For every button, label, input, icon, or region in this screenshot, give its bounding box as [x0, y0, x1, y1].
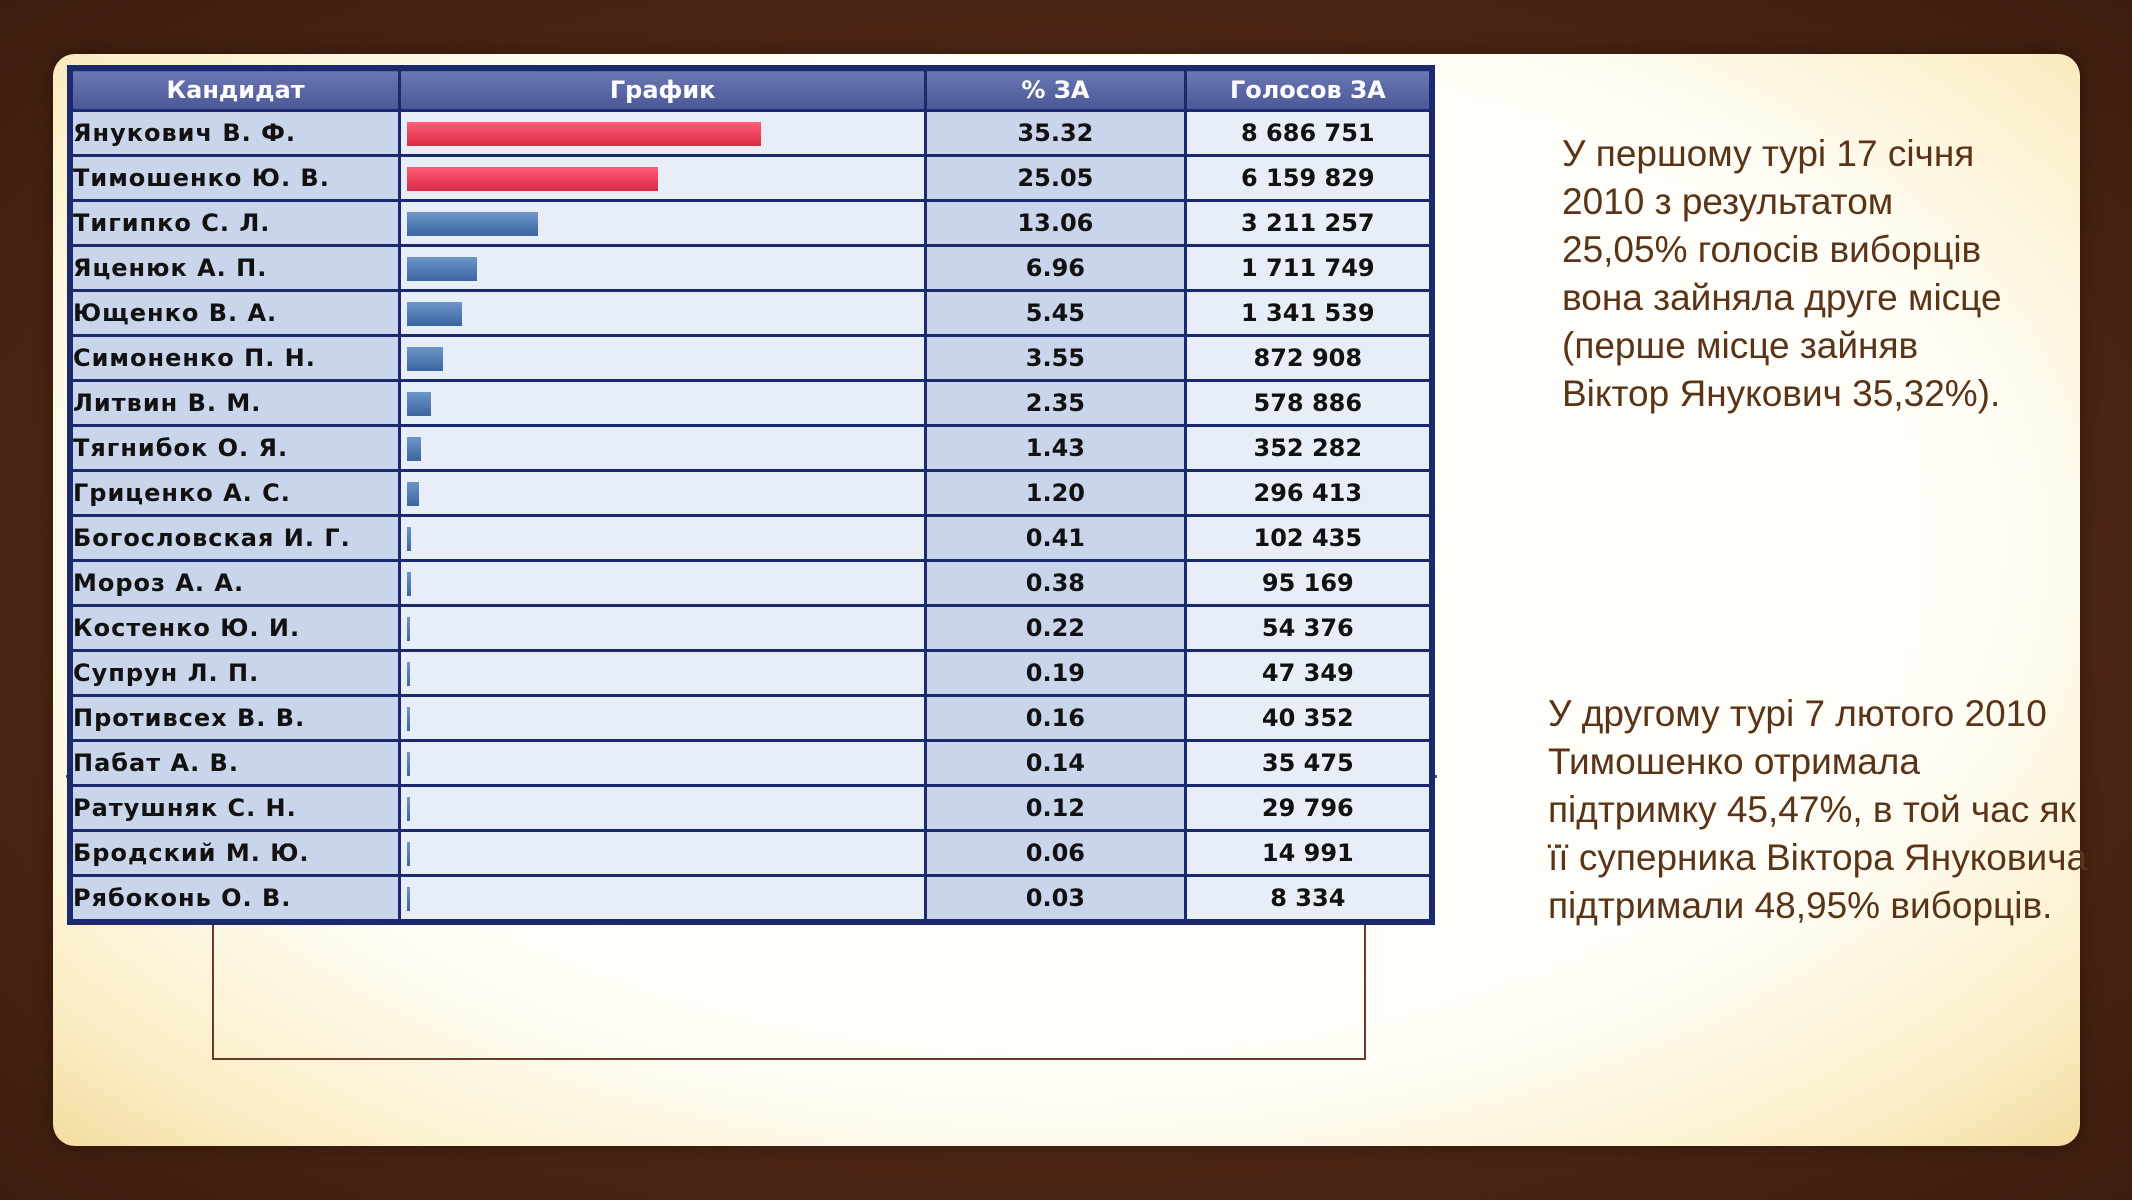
header-percent: % ЗА [926, 70, 1185, 111]
votes-value: 578 886 [1185, 381, 1430, 426]
candidate-name: Бродский М. Ю. [72, 831, 400, 876]
votes-value: 40 352 [1185, 696, 1430, 741]
percent-value: 6.96 [926, 246, 1185, 291]
table-row [72, 156, 1431, 201]
vote-share-bar [407, 122, 761, 146]
candidate-name: Пабат А. В. [72, 741, 400, 786]
candidate-name: Яценюк А. П. [72, 246, 400, 291]
vote-share-bar [407, 392, 431, 416]
marker-dot-left [66, 775, 69, 778]
candidate-name: Тигипко С. Л. [72, 201, 400, 246]
second-round-note: У другому турі 7 лютого 2010 Тимошенко отримала підтримку 45,47%, в той час як її суперника Віктора Януковича підтримали 48,95% виборців. [1548, 693, 2088, 926]
vote-share-bar [407, 347, 443, 371]
percent-value: 0.03 [926, 876, 1185, 921]
percent-value: 0.19 [926, 651, 1185, 696]
vote-share-bar [407, 302, 462, 326]
table-row [72, 561, 1431, 606]
table-row [72, 201, 1431, 246]
graph-cell [400, 381, 926, 426]
percent-value: 13.06 [926, 201, 1185, 246]
candidate-name: Супрун Л. П. [72, 651, 400, 696]
graph-cell [400, 426, 926, 471]
votes-value: 1 711 749 [1185, 246, 1430, 291]
graph-cell [400, 156, 926, 201]
votes-value: 6 159 829 [1185, 156, 1430, 201]
candidate-name: Рябоконь О. В. [72, 876, 400, 921]
graph-cell [400, 201, 926, 246]
percent-value: 0.22 [926, 606, 1185, 651]
graph-cell [400, 741, 926, 786]
vote-share-bar [407, 257, 477, 281]
percent-value: 0.41 [926, 516, 1185, 561]
table-row [72, 291, 1431, 336]
candidate-name: Костенко Ю. И. [72, 606, 400, 651]
table-row [72, 516, 1431, 561]
table-row [72, 246, 1431, 291]
vote-share-bar [407, 707, 410, 731]
table-header-row [72, 70, 1431, 111]
graph-cell [400, 876, 926, 921]
table-row [72, 111, 1431, 156]
header-graph: График [400, 70, 926, 111]
vote-share-bar [407, 752, 410, 776]
vote-share-bar [407, 167, 658, 191]
candidate-name: Богословская И. Г. [72, 516, 400, 561]
votes-value: 3 211 257 [1185, 201, 1430, 246]
vote-share-bar [407, 482, 419, 506]
graph-cell [400, 111, 926, 156]
vote-share-bar [407, 617, 410, 641]
percent-value: 0.06 [926, 831, 1185, 876]
votes-value: 95 169 [1185, 561, 1430, 606]
votes-value: 47 349 [1185, 651, 1430, 696]
table-row [72, 876, 1431, 921]
votes-value: 54 376 [1185, 606, 1430, 651]
table-row [72, 381, 1431, 426]
graph-cell [400, 606, 926, 651]
election-results-table [70, 68, 1432, 922]
votes-value: 29 796 [1185, 786, 1430, 831]
table-row [72, 471, 1431, 516]
vote-share-bar [407, 212, 538, 236]
candidate-name: Противсех В. В. [72, 696, 400, 741]
table-row [72, 336, 1431, 381]
percent-value: 3.55 [926, 336, 1185, 381]
table-row [72, 741, 1431, 786]
votes-value: 352 282 [1185, 426, 1430, 471]
graph-cell [400, 651, 926, 696]
votes-value: 35 475 [1185, 741, 1430, 786]
vote-share-bar [407, 842, 410, 866]
percent-value: 1.20 [926, 471, 1185, 516]
table-row [72, 651, 1431, 696]
vote-share-bar [407, 797, 410, 821]
votes-value: 296 413 [1185, 471, 1430, 516]
empty-frame [212, 900, 1366, 1060]
candidate-name: Гриценко А. С. [72, 471, 400, 516]
votes-value: 8 334 [1185, 876, 1430, 921]
candidate-name: Тягнибок О. Я. [72, 426, 400, 471]
graph-cell [400, 336, 926, 381]
percent-value: 0.16 [926, 696, 1185, 741]
candidate-name: Мороз А. А. [72, 561, 400, 606]
votes-value: 1 341 539 [1185, 291, 1430, 336]
vote-share-bar [407, 437, 421, 461]
candidate-name: Литвин В. М. [72, 381, 400, 426]
graph-cell [400, 471, 926, 516]
graph-cell [400, 831, 926, 876]
graph-cell [400, 246, 926, 291]
percent-value: 0.38 [926, 561, 1185, 606]
percent-value: 0.12 [926, 786, 1185, 831]
votes-value: 14 991 [1185, 831, 1430, 876]
percent-value: 35.32 [926, 111, 1185, 156]
candidate-name: Симоненко П. Н. [72, 336, 400, 381]
percent-value: 25.05 [926, 156, 1185, 201]
vote-share-bar [407, 527, 411, 551]
graph-cell [400, 786, 926, 831]
graph-cell [400, 561, 926, 606]
marker-dot-right [1434, 775, 1437, 778]
votes-value: 8 686 751 [1185, 111, 1430, 156]
graph-cell [400, 291, 926, 336]
percent-value: 1.43 [926, 426, 1185, 471]
vote-share-bar [407, 887, 410, 911]
votes-value: 872 908 [1185, 336, 1430, 381]
votes-value: 102 435 [1185, 516, 1430, 561]
candidate-name: Тимошенко Ю. В. [72, 156, 400, 201]
table-row [72, 696, 1431, 741]
table-row [72, 786, 1431, 831]
graph-cell [400, 516, 926, 561]
first-round-note: У першому турі 17 січня 2010 з результатом 25,05% голосів виборців вона зайняла друге місце (перше місце зайняв Віктор Янукович 35,32%). [1562, 133, 2002, 414]
percent-value: 0.14 [926, 741, 1185, 786]
table-row [72, 831, 1431, 876]
header-candidate: Кандидат [72, 70, 400, 111]
header-votes: Голосов ЗА [1185, 70, 1430, 111]
table-row [72, 426, 1431, 471]
percent-value: 5.45 [926, 291, 1185, 336]
candidate-name: Ющенко В. А. [72, 291, 400, 336]
vote-share-bar [407, 572, 411, 596]
vote-share-bar [407, 662, 410, 686]
percent-value: 2.35 [926, 381, 1185, 426]
table-row [72, 606, 1431, 651]
candidate-name: Ратушняк С. Н. [72, 786, 400, 831]
candidate-name: Янукович В. Ф. [72, 111, 400, 156]
graph-cell [400, 696, 926, 741]
